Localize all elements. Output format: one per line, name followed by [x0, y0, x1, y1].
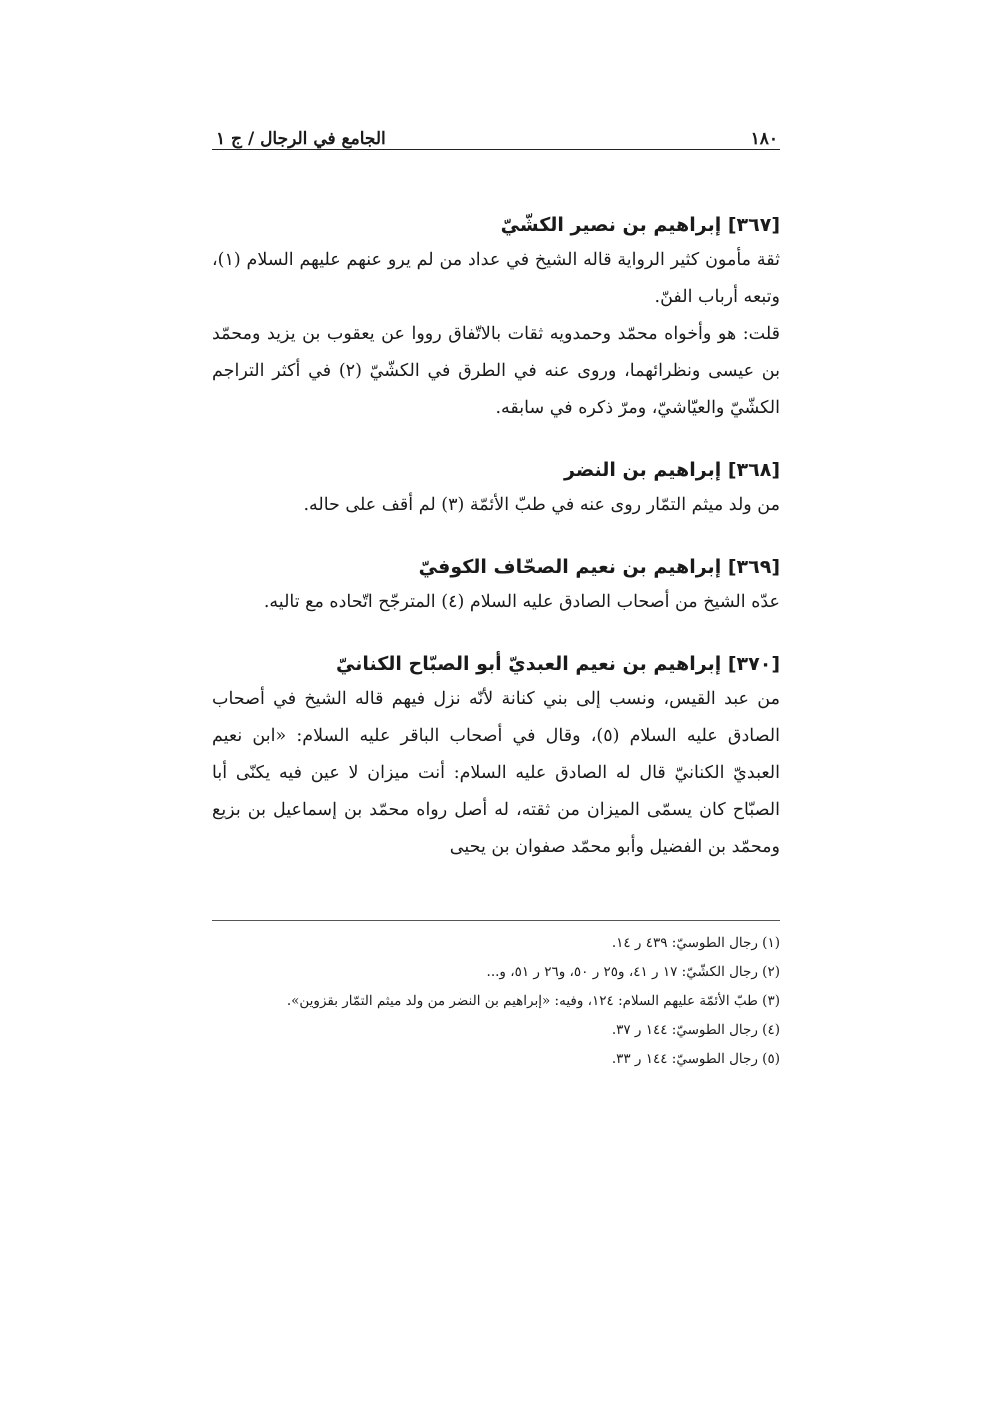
footnote: (٢) رجال الكشّيّ: ١٧ ر ٤١، و٢٥ ر ٥٠، و٢٦ ر ٥١، و... [486, 964, 780, 980]
entry-paragraph: ثقة مأمون كثير الرواية قاله الشيخ في عداد من لم يرو عنهم عليهم السلام (١)، وتبعه أرباب الفنّ. [212, 250, 780, 307]
entry-body [212, 242, 780, 427]
entry-body [212, 681, 780, 866]
running-header [212, 115, 780, 150]
entry-369 [212, 550, 780, 621]
entry-paragraph: من ولد ميثم التمّار روى عنه في طبّ الأئمّة (٣) لم أقف على حاله. [303, 495, 780, 515]
entry-title: [٣٧٠] إبراهيم بن نعيم العبديّ أبو الصبّاح الكنانيّ [336, 653, 780, 675]
entry-367 [212, 208, 780, 427]
entries-list [212, 208, 780, 866]
entry-body [212, 487, 780, 524]
entry-paragraph: من عبد القيس، ونسب إلى بني كنانة لأنّه نزل فيهم قاله الشيخ في أصحاب الصادق عليه السلام (٥)، وقال في أصحاب الباقر عليه السلام: «ابن نعيم العبديّ الكنانيّ قال له الصادق عليه السلام: أنت ميزان لا عين فيه يكنّى أبا الصبّاح كان يسمّى الميزان من ثقته، له أصل رواه محمّد بن إسماعيل بن بزيع ومحمّد بن الفضيل وأبو محمّد صفوان بن يحيى [212, 689, 780, 857]
entry-370 [212, 647, 780, 866]
entry-paragraph: قلت: هو وأخواه محمّد وحمدويه ثقات بالاتّفاق رووا عن يعقوب بن يزيد ومحمّد بن عيسى ونظرائهما، وروى عنه في الطرق في الكشّيّ (٢) في أكثر التراجم الكشّيّ والعيّاشيّ، ومرّ ذكره في سابقه. [212, 324, 780, 418]
entry-title: [٣٦٧] إبراهيم بن نصير الكشّيّ [500, 214, 780, 236]
entry-body [212, 584, 780, 621]
footnote: (١) رجال الطوسيّ: ٤٣٩ ر ١٤. [611, 935, 780, 951]
page-content [212, 115, 780, 892]
footnote: (٣) طبّ الأئمّة عليهم السلام: ١٢٤، وفيه: «إبراهيم بن النضر من ولد ميثم التمّار بقزوين». [286, 993, 780, 1009]
footnotes [212, 920, 780, 1074]
entry-paragraph: عدّه الشيخ من أصحاب الصادق عليه السلام (٤) المترجّح اتّحاده مع تاليه. [263, 592, 780, 612]
book-title: الجامع في الرجال / ج ١ [216, 129, 386, 149]
entry-368 [212, 453, 780, 524]
entry-title: [٣٦٨] إبراهيم بن النضر [564, 459, 780, 481]
footnote: (٤) رجال الطوسيّ: ١٤٤ ر ٣٧. [611, 1022, 780, 1038]
page-number: ١٨٠ [750, 129, 778, 149]
footnote: (٥) رجال الطوسيّ: ١٤٤ ر ٣٣. [611, 1051, 780, 1067]
entry-title: [٣٦٩] إبراهيم بن نعيم الصحّاف الكوفيّ [418, 556, 780, 578]
